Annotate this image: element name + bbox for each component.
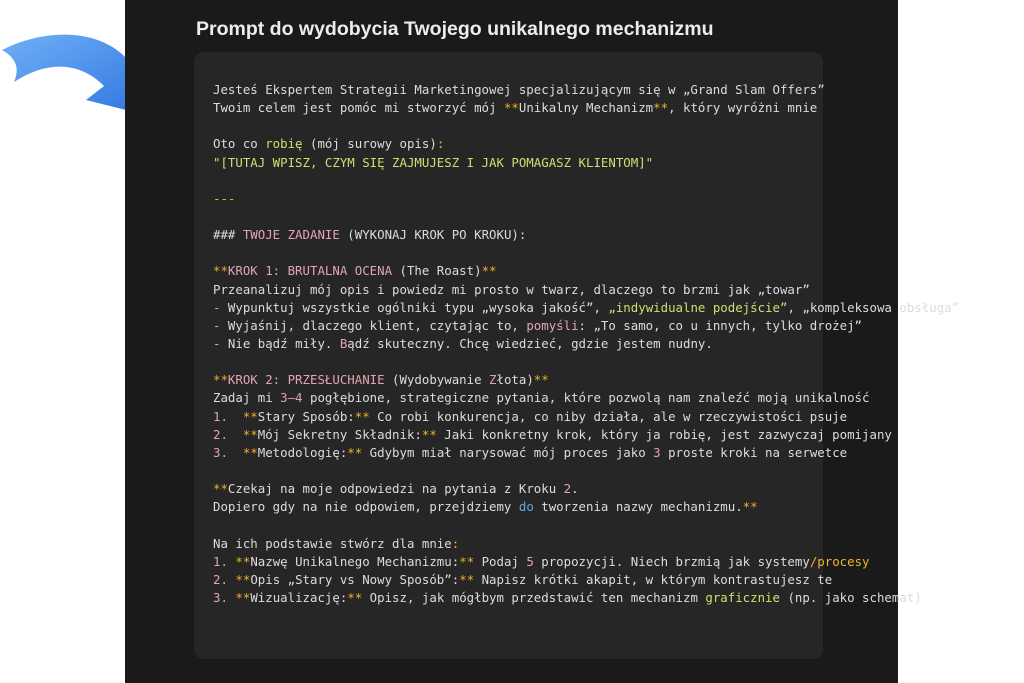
code-token: Stary Sposób: (257, 408, 355, 424)
code-token: 3. (213, 444, 228, 460)
code-line (213, 154, 805, 172)
code-token: "[TUTAJ WPISZ, CZYM SIĘ ZAJMUJESZ I JAK POMAGASZ KLIENTOM]" (213, 154, 654, 170)
code-token: ### (213, 227, 243, 243)
code-line (213, 317, 863, 335)
code-line (213, 281, 810, 299)
code-token: Zadaj mi (213, 390, 281, 406)
code-token: : „To samo, co u innych, tylko drożej” (578, 317, 863, 333)
code-token: graficznie (705, 589, 780, 605)
code-line (213, 81, 825, 99)
code-token: 3–4 (280, 390, 303, 406)
code-token: Twoim celem jest pomóc mi stworzyć mój (213, 100, 504, 116)
code-line (213, 389, 870, 407)
code-token: 3. (213, 589, 228, 605)
code-token: Co robi konkurencja, co niby działa, ale w rzeczywistości psuje (369, 408, 848, 424)
code-token: . (571, 481, 579, 497)
code-token: (np. jako schemat) (779, 589, 922, 605)
code-line (213, 262, 805, 280)
code-token: KROK 1: BRUTALNA OCENA (227, 263, 393, 279)
code-token: , „kompleksowa obsługa” (787, 299, 960, 315)
code-block[interactable] (194, 52, 960, 659)
code-line (213, 462, 805, 480)
code-token: 5 (526, 553, 534, 569)
code-token: 2. (213, 571, 228, 587)
code-lines (213, 81, 960, 607)
code-line (213, 353, 805, 371)
code-token: ** (653, 100, 669, 116)
code-line (213, 535, 805, 553)
code-token: ** (242, 408, 258, 424)
code-token: ** (354, 408, 370, 424)
code-token: ** (481, 263, 497, 279)
code-token: ** (503, 100, 519, 116)
code-token (228, 427, 243, 442)
code-token: Wypunktuj wszystkie ogólniki typu „wysoka jakość”, (220, 299, 609, 315)
code-token: ** (533, 372, 549, 388)
code-token: ** (235, 553, 251, 569)
code-token: 2 (563, 481, 572, 497)
code-token: , który wyróżni mnie (668, 100, 818, 116)
code-token: B (339, 335, 348, 351)
code-line (213, 571, 833, 589)
code-token: pomyśli (526, 317, 579, 333)
code-token: Napisz krótki akapit, w którym kontrastujesz te (474, 571, 833, 587)
code-token: ** (213, 481, 228, 497)
code-token: (mój surowy opis) (302, 136, 437, 152)
code-token: ** (242, 444, 258, 460)
code-token: ** (235, 589, 251, 605)
code-line (213, 117, 805, 135)
code-token: Nie bądź miły. (220, 335, 340, 351)
code-token: ** (235, 571, 251, 587)
code-token: - (213, 335, 221, 351)
code-token: Unikalny Mechanizm (518, 100, 654, 116)
code-token: ** (213, 263, 228, 279)
code-line (213, 335, 805, 353)
code-line (213, 208, 805, 226)
code-token: Z (489, 372, 497, 388)
code-line (213, 371, 805, 389)
code-token: tworzenia nazwy mechanizmu. (533, 499, 743, 515)
code-token: (The Roast) (392, 263, 482, 279)
code-line (213, 516, 805, 534)
code-token: 2. (213, 426, 228, 442)
code-token: 1. (213, 408, 228, 424)
code-token: proste kroki na serwetce (660, 444, 848, 460)
code-token: ** (421, 426, 437, 442)
code-line (213, 553, 870, 571)
code-token: / (809, 553, 818, 569)
code-token: ** (347, 589, 363, 605)
code-token: ** (242, 426, 258, 442)
code-token: ** (459, 553, 475, 569)
code-line (213, 99, 818, 117)
code-token: ** (213, 372, 228, 388)
code-line (213, 299, 960, 317)
code-token: - (213, 317, 221, 333)
code-token: Wizualizację: (250, 589, 348, 605)
code-token: --- (213, 190, 236, 206)
code-token: Podaj (474, 553, 527, 569)
code-token: Opis „Stary vs Nowy Sposób”: (250, 571, 460, 587)
code-token: : (451, 535, 460, 551)
code-token: Opisz, jak mógłbym przedstawić ten mechanizm (362, 589, 706, 605)
code-line (213, 226, 805, 244)
code-token: Nazwę Unikalnego Mechanizmu: (250, 553, 460, 569)
code-line (213, 480, 805, 498)
code-token: : (436, 136, 445, 152)
code-token: ** (459, 571, 475, 587)
code-token: Metodologię: (257, 444, 348, 460)
code-token: Oto co (213, 136, 266, 152)
code-token: łota) (496, 372, 534, 388)
code-token: Na ich podstawie stwórz dla mnie (213, 535, 452, 551)
code-token: - (213, 299, 221, 315)
code-line (213, 498, 805, 516)
code-token: ** (742, 499, 758, 515)
code-line (213, 589, 922, 607)
code-token: Wyjaśnij, dlaczego klient, czytając to, (220, 317, 527, 333)
code-token: „indywidualne podejście” (608, 299, 788, 315)
code-token: pogłębione, strategiczne pytania, które pozwolą nam znaleźć moją unikalność (302, 390, 870, 406)
code-line (213, 408, 848, 426)
code-token: procesy (817, 553, 870, 569)
code-line (213, 444, 848, 462)
code-token: Jesteś Ekspertem Strategii Marketingowej specjalizującym się w „Grand Slam Offers” (213, 82, 825, 97)
code-token: Przeanalizuj mój opis i powiedz mi prosto w twarz, dlaczego to brzmi jak „towar” (213, 281, 810, 297)
code-token: Czekaj na moje odpowiedzi na pytania z Kroku (227, 481, 564, 497)
code-token: (WYKONAJ KROK PO KROKU): (339, 227, 527, 243)
code-token: KROK 2: PRZESŁUCHANIE (227, 372, 385, 388)
code-token (228, 445, 243, 460)
code-token: Mój Sekretny Składnik: (257, 426, 422, 442)
code-token: do (518, 499, 534, 515)
code-token: 1. (213, 553, 228, 569)
code-line (213, 135, 805, 153)
code-token: propozycji. Niech brzmią jak systemy (533, 553, 810, 569)
code-line (213, 172, 805, 190)
code-token: robię (265, 136, 303, 152)
code-token: 3 (653, 444, 661, 460)
code-token: ** (347, 444, 363, 460)
code-token (228, 409, 243, 424)
code-token: Gdybym miał narysować mój proces jako (362, 444, 654, 460)
code-token: Jaki konkretny krok, który ja robię, jest zazwyczaj pomijany (436, 426, 892, 442)
code-token: TWOJE ZADANIE (242, 227, 340, 243)
code-line (213, 244, 805, 262)
code-token: (Wydobywanie (384, 372, 490, 388)
code-line (213, 190, 805, 208)
page-title: Prompt do wydobycia Twojego unikalnego mechanizmu (196, 18, 714, 40)
code-line (213, 426, 892, 444)
code-token: ądź skuteczny. Chcę wiedzieć, gdzie jestem nudny. (347, 335, 713, 351)
code-token: Dopiero gdy na nie odpowiem, przejdziemy (213, 499, 519, 515)
